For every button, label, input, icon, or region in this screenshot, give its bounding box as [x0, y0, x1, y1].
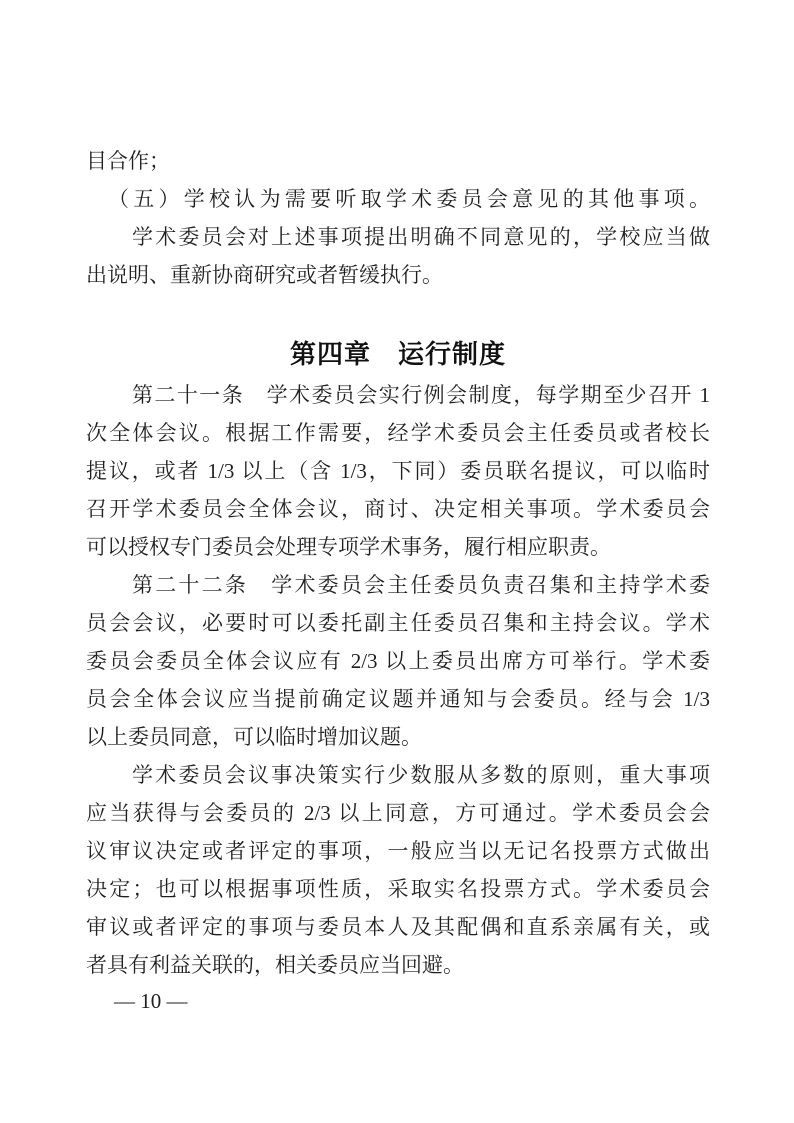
text-line: 目合作；	[86, 149, 170, 173]
text-line: 次全体会议。根据工作需要，经学术委员会主任委员或者校长	[86, 421, 710, 445]
paragraph-decision-rules	[86, 756, 710, 984]
paragraph-article-22	[86, 566, 710, 756]
text-line: 以上委员同意，可以临时增加议题。	[86, 725, 422, 749]
text-line: 可以授权专门委员会处理专项学术事务，履行相应职责。	[86, 535, 611, 559]
text-line: 提议，或者 1/3 以上（含 1/3，下同）委员联名提议，可以临时	[86, 459, 710, 483]
paragraph-item-five	[86, 180, 710, 218]
text-line: 议审议决定或者评定的事项，一般应当以无记名投票方式做出	[86, 839, 710, 863]
text-line: 应当获得与会委员的 2/3 以上同意，方可通过。学术委员会会	[86, 801, 710, 825]
text-line: 员会会议，必要时可以委托副主任委员召集和主持会议。学术	[86, 611, 710, 635]
text-line: 学术委员会对上述事项提出明确不同意见的，学校应当做	[132, 225, 710, 249]
page-number: — 10 —	[114, 989, 188, 1013]
text-line: 者具有利益关联的，相关委员应当回避。	[86, 953, 464, 977]
paragraph-article-21	[86, 376, 710, 566]
text-line: 出说明、重新协商研究或者暂缓执行。	[86, 263, 443, 287]
text-line: 员会全体会议应当提前确定议题并通知与会委员。经与会 1/3	[86, 687, 710, 711]
chapter-heading: 第四章 运行制度	[289, 339, 506, 369]
text-line: 决定；也可以根据事项性质，采取实名投票方式。学术委员会	[86, 877, 710, 901]
text-line: （五）学校认为需要听取学术委员会意见的其他事项。	[108, 187, 710, 211]
text-line: 第二十二条 学术委员会主任委员负责召集和主持学术委	[132, 573, 710, 597]
text-line: 委员会委员全体会议应有 2/3 以上委员出席方可举行。学术委	[86, 649, 710, 673]
text-line: 审议或者评定的事项与委员本人及其配偶和直系亲属有关，或	[86, 915, 710, 939]
paragraph-continuation	[86, 142, 710, 180]
text-line: 第二十一条 学术委员会实行例会制度，每学期至少召开 1	[132, 383, 710, 407]
document-body	[86, 142, 710, 984]
paragraph-disagreement-clause	[86, 218, 710, 294]
text-line: 召开学术委员会全体会议，商讨、决定相关事项。学术委员会	[86, 497, 710, 521]
text-line: 学术委员会议事决策实行少数服从多数的原则，重大事项	[132, 763, 710, 787]
